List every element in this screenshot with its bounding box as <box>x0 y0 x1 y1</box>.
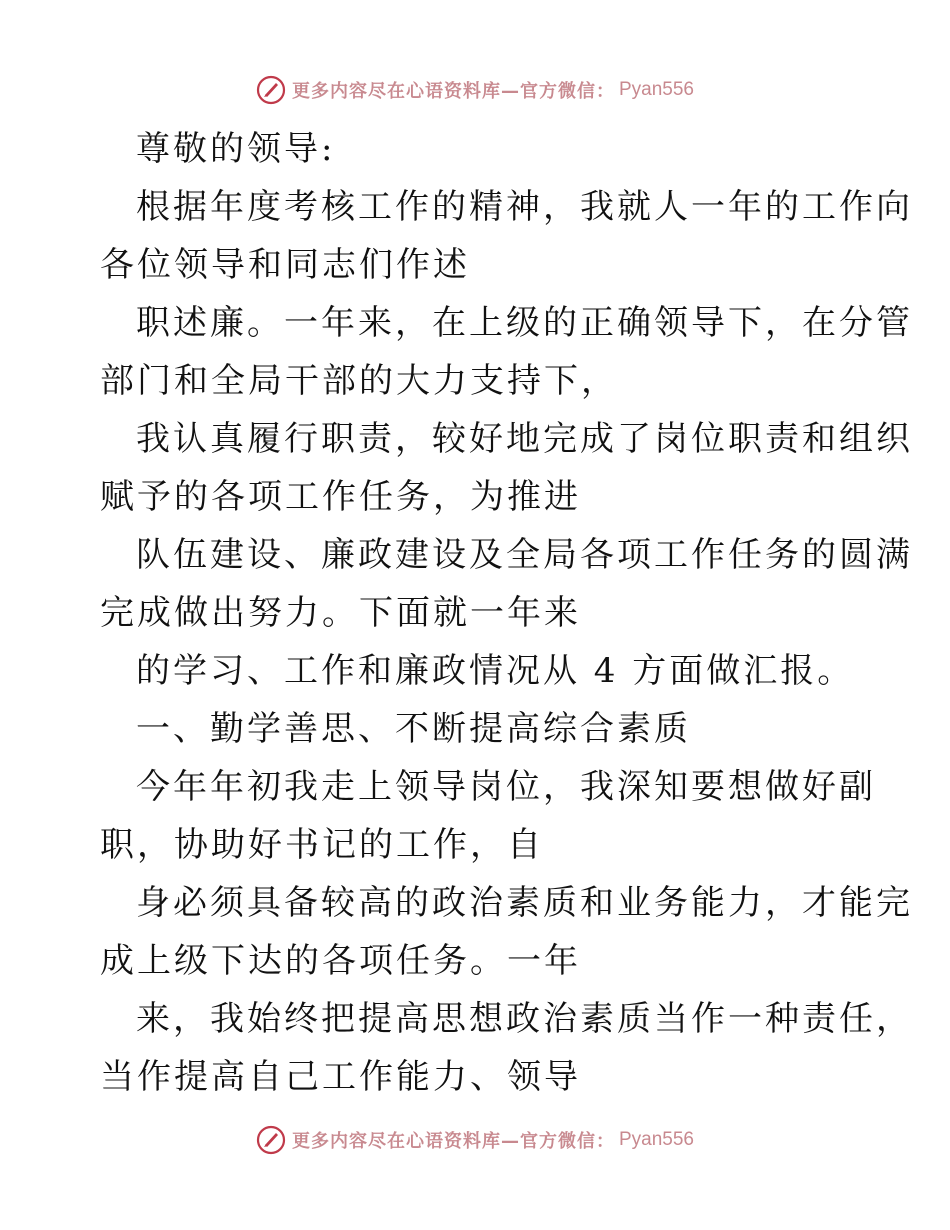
seal-logo-icon <box>256 1125 286 1155</box>
paragraph-line: 各位领导和同志们作述 <box>100 245 470 285</box>
paragraph-line: 赋予的各项工作任务，为推进 <box>100 477 581 517</box>
footer-watermark-banner <box>0 1120 950 1160</box>
paragraph-line: 今年年初我走上领导岗位，我深知要想做好副 <box>136 767 876 807</box>
footer-watermark-text: 更多内容尽在心语资料库—官方微信： <box>291 1131 615 1152</box>
paragraph-line: 我认真履行职责，较好地完成了岗位职责和组织 <box>136 419 913 459</box>
paragraph-line: 完成做出努力。下面就一年来 <box>100 593 581 633</box>
paragraph-line: 身必须具备较高的政治素质和业务能力，才能完 <box>136 883 913 923</box>
salutation: 尊敬的领导: <box>136 129 336 169</box>
seal-logo-icon <box>256 75 286 105</box>
paragraph-line: 职述廉。一年来，在上级的正确领导下，在分管 <box>136 303 913 343</box>
paragraph-line: 成上级下达的各项任务。一年 <box>100 941 581 981</box>
paragraph-line: 的学习、工作和廉政情况从 4 方面做汇报。 <box>136 651 855 691</box>
paragraph-line: 根据年度考核工作的精神，我就人一年的工作向 <box>136 187 913 227</box>
section-heading: 一、勤学善思、不断提高综合素质 <box>136 709 691 749</box>
paragraph-line: 队伍建设、廉政建设及全局各项工作任务的圆满 <box>136 535 913 575</box>
paragraph-line: 部门和全局干部的大力支持下， <box>100 361 618 401</box>
header-watermark-account-id: Pyan556 <box>618 79 694 100</box>
footer-watermark-account-id: Pyan556 <box>618 1129 694 1150</box>
document-body <box>100 120 913 1106</box>
header-watermark-content <box>256 75 694 105</box>
paragraph-line: 职，协助好书记的工作，自 <box>100 825 544 865</box>
header-watermark-banner <box>0 70 950 110</box>
paragraph-line: 来，我始终把提高思想政治素质当作一种责任， <box>136 999 913 1039</box>
header-watermark-text: 更多内容尽在心语资料库—官方微信： <box>291 81 615 102</box>
paragraph-line: 当作提高自己工作能力、领导 <box>100 1057 581 1097</box>
footer-watermark-content <box>256 1125 694 1155</box>
